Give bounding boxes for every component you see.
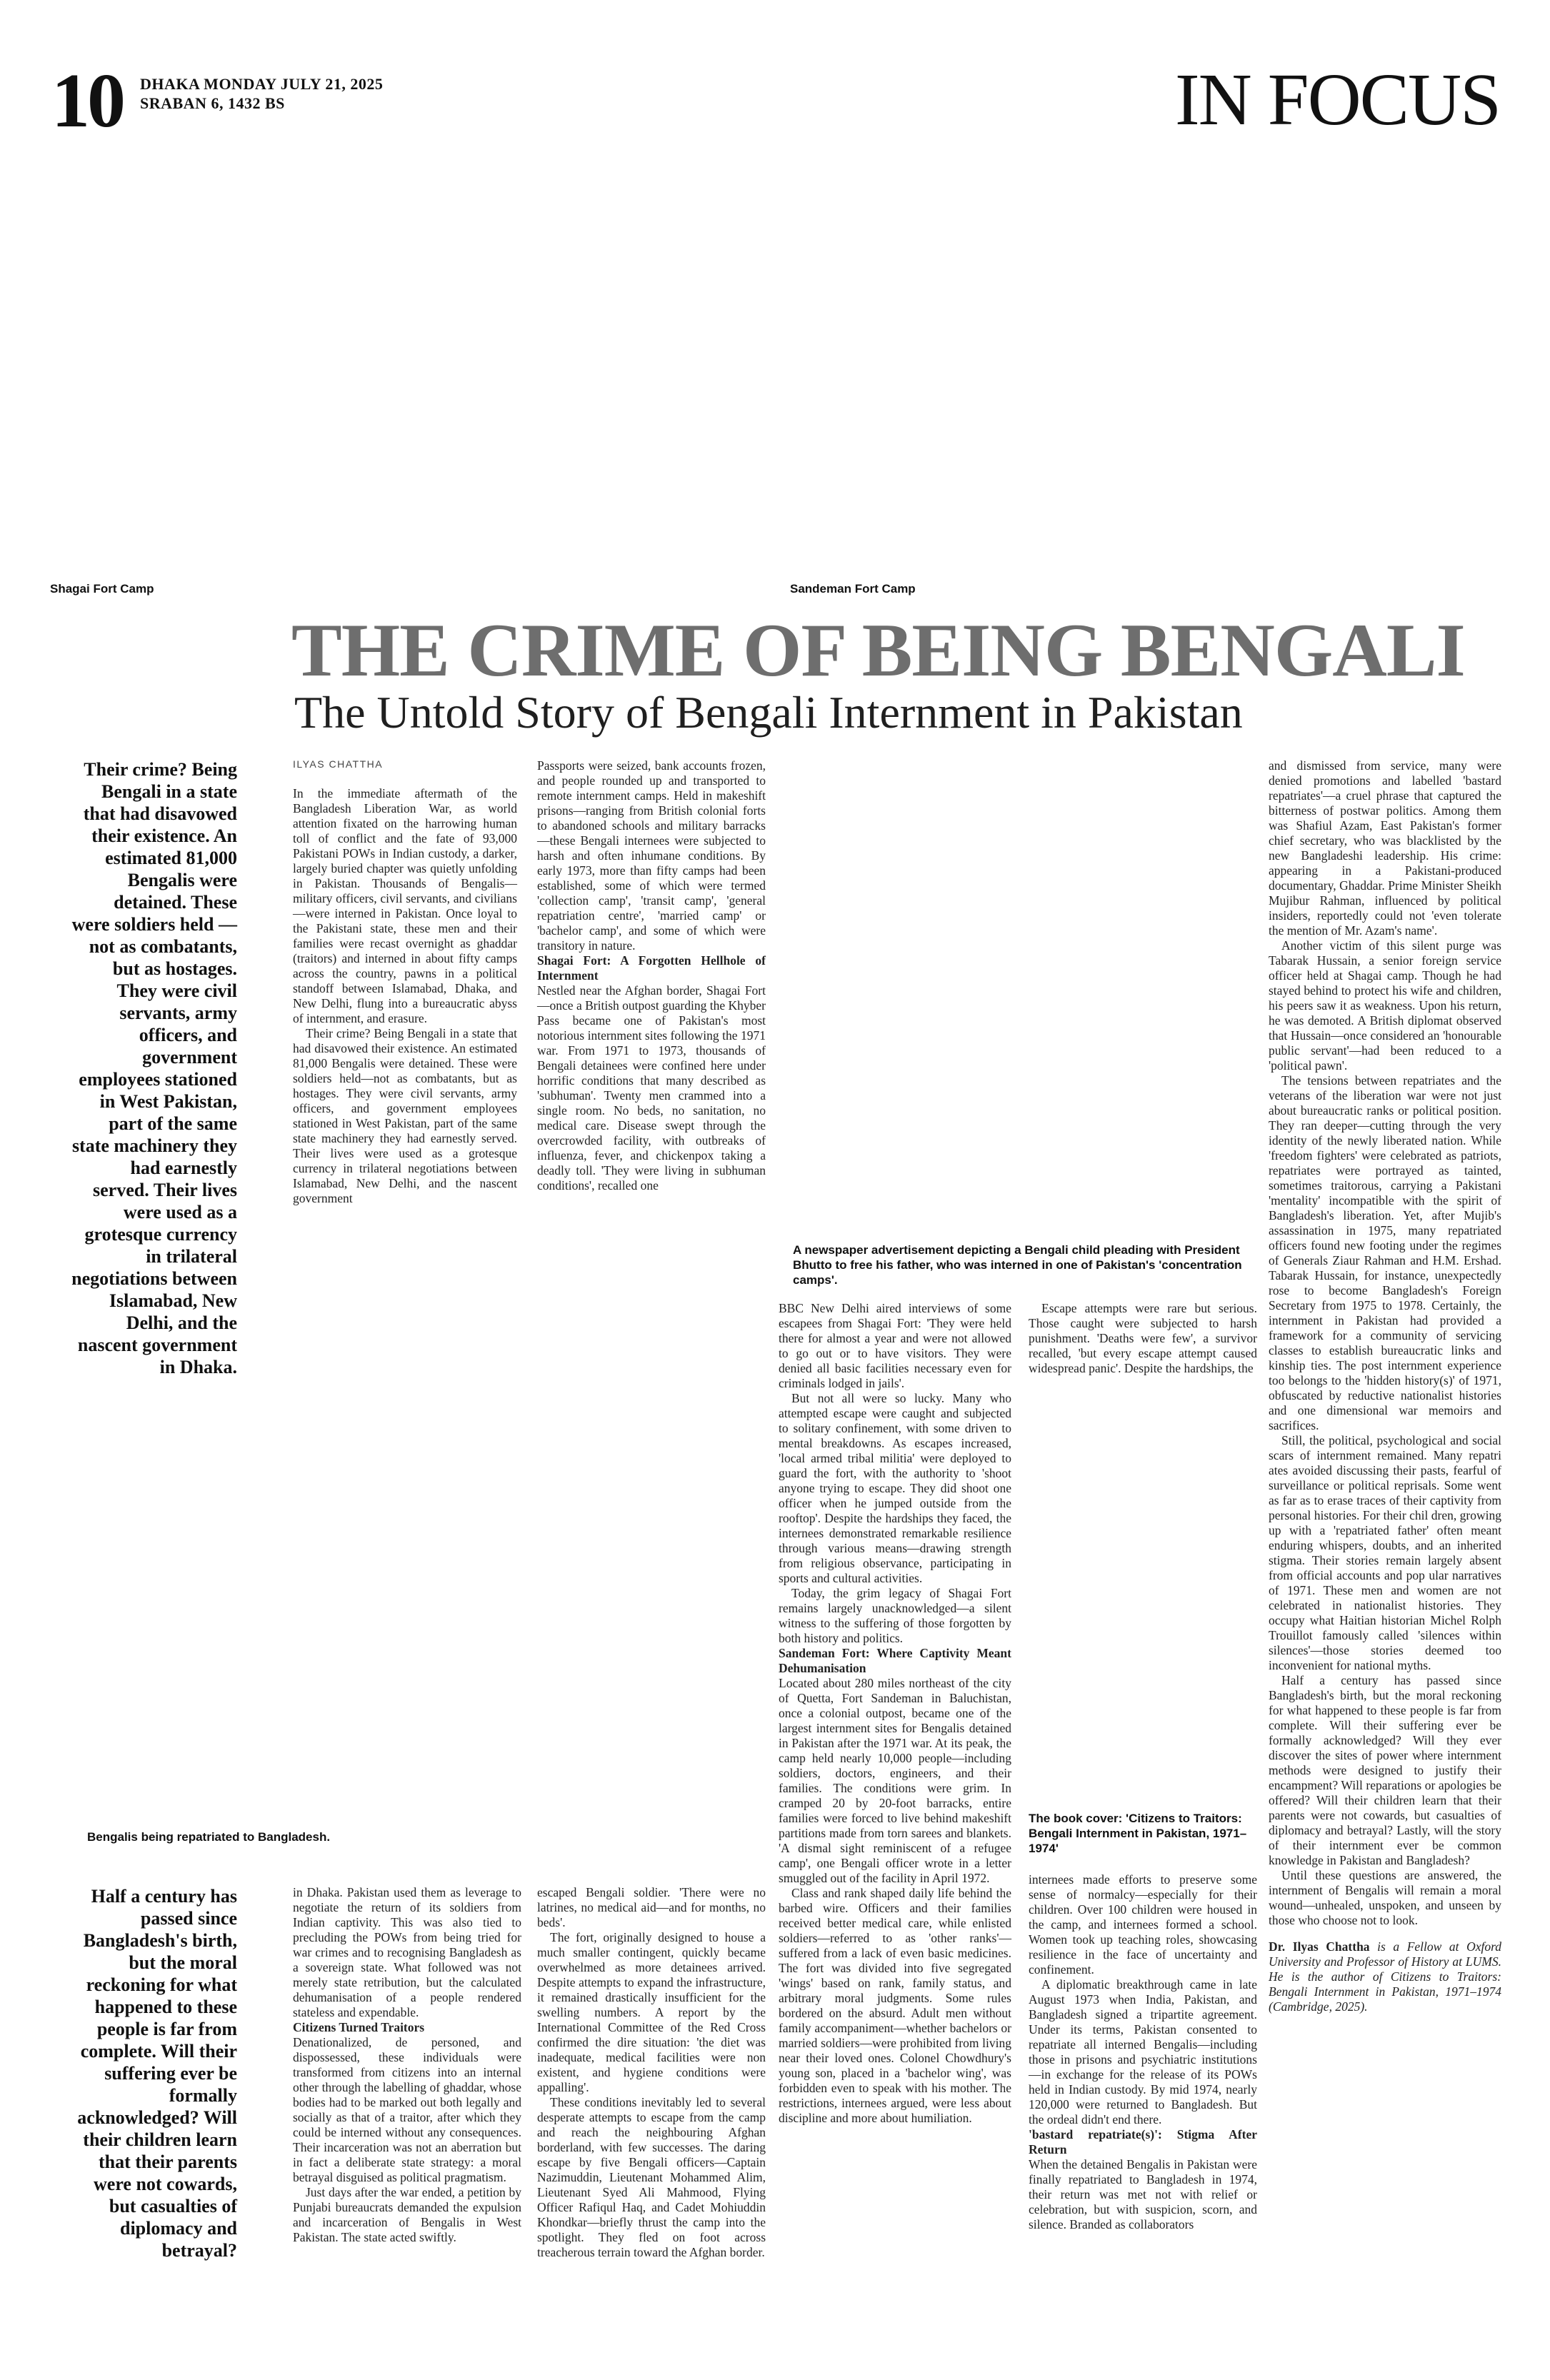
author-bio — [1269, 1939, 1501, 2014]
paragraph: Their crime? Being Bengali in a state that had disavowed their existence. An estimated 81,000 Bengalis were detained. These were soldiers held—not as combatants, but as hostages. They were civil servants, army officers, and government employees stationed in West Pakistan, part of the same state machinery they had earnestly served. Their lives were used as a grotesque currency in trilateral negotiations between Islamabad, New Delhi, and the nascent government — [293, 1026, 517, 1205]
article-column-1 — [293, 757, 517, 1206]
caption-repatriated: Bengalis being repatriated to Bangladesh. — [87, 1830, 331, 1844]
article-column-3 — [779, 1301, 1011, 2126]
caption-shagai: Shagai Fort Camp — [50, 582, 154, 596]
paragraph: Nestled near the Afghan border, Shagai Fort—once a British outpost guarding the Khyber Pass became one of Pakistan's most notorious internment sites following the 1971 war. From 1971 to 1973, thousands of Bengali detainees were confined here under horrific conditions that many described as 'subhuman'. Twenty men crammed into a single room. No beds, no sanitation, no medical care. Disease swept through the overcrowded facility, with outbreaks of influenza, fever, and chickenpox taking a deadly toll. 'They were living in subhuman conditions', recalled one — [537, 983, 766, 1192]
section-title: IN FOCUS — [1175, 59, 1500, 141]
paragraph: The fort, originally designed to house a much smaller contingent, quickly became overwhelmed as more detainees arrived. Despite attempts to expand the infrastructure, it remained drastically insufficient for the swelling numbers. A report by the International Committee of the Red Cross confirmed the dire situation: 'the diet was inadequate, medical facilities were non existent, and hygiene conditions were appalling'. — [537, 1930, 766, 2094]
article-column-6 — [293, 1885, 521, 2245]
dateline — [140, 74, 383, 113]
paragraph: Still, the political, psychological and social scars of internment remained. Many repatri ates avoided discussing their pasts, fearful of surveillance or political reprisals. Some went as far as to erase traces of their captivity from personal histories. For their chil dren, growing up with a 'repatriated father' often meant enduring whispers, doubts, and an inherited stigma. Their stories remain largely absent from official accounts and pop ular narratives of 1971. These men and women are not celebrated in nationalist histories. They occupy what Haitian historian Michel Rolph Trouillot famously called 'silences within silences'—those stories deemed too inconvenient for national myths. — [1269, 1433, 1501, 1672]
paragraph: Class and rank shaped daily life behind the barbed wire. Officers and their families received better medical care, while enlisted soldiers—referred to as 'other ranks'—suffered from a lack of even basic medicines. The fort was divided into five segregated 'wings' based on rank, family status, and arbitrary moral judgments. Some rules bordered on the absurd. Adult men without family accompaniment—whether bachelors or married soldiers—were prohibited from living near their loved ones. Colonel Chowdhury's young son, placed in a 'bachelor wing', was forbidden even to speak with his mother. The restrictions, internees argued, were less about discipline and more about humiliation. — [779, 1886, 1011, 2125]
article-column-2 — [537, 758, 766, 1193]
caption-book-cover: The book cover: 'Citizens to Traitors: Bengali Internment in Pakistan, 1971–1974' — [1029, 1812, 1247, 1855]
paragraph: escaped Bengali soldier. 'There were no latrines, no medical aid—and for months, no beds'. — [537, 1885, 766, 1929]
bengali-date: SRABAN 6, 1432 BS — [140, 94, 285, 112]
headline: THE CRIME OF BEING BENGALI — [291, 608, 1465, 692]
subheadline: The Untold Story of Bengali Internment in Pakistan — [294, 687, 1243, 738]
paragraph: Half a century has passed since Bangladesh's birth, but the moral reckoning for what happened to these people is far from complete. Will their suffering ever be formally acknowledged? Will they ever discover the sites of power where internment methods were designed to justify their encampment? Will reparations or apologies be offered? Will their children learn that their parents were not cowards, but casualties of diplomacy and betrayal? Lastly, will the story of their internment ever be common knowledge in Pakistan and Bangladesh? — [1269, 1673, 1501, 1867]
article-column-4-top — [1029, 1301, 1257, 1376]
paragraph: In the immediate aftermath of the Bangladesh Liberation War, as world attention fixated on the harrowing human toll of conflict and the fate of 93,000 Pakistani POWs in Indian custody, a darker, largely buried chapter was quietly unfolding in Pakistan. Thousands of Bengalis—military officers, civil servants, and civilians—were interned in Pakistan. Once loyal to the Pakistani state, these men and their families were recast overnight as ghaddar (traitors) and interned in about fifty camps across the country, pawns in a political standoff between Islamabad, Dhaka, and New Delhi, flung into a bureaucratic abyss of internment, and erasure. — [293, 786, 517, 1025]
article-column-5 — [1269, 758, 1501, 2014]
paragraph: Denationalized, de personed, and dispossessed, these individuals were transformed from citizens into an internal other through the labelling of ghaddar, whose bodies had to be marked out both legally and socially as that of a traitor, after which they could be interned without any consequences. Their incarceration was not an aberration but in fact a deliberate state strategy: a moral betrayal disguised as political pragmatism. — [293, 2035, 521, 2184]
pull-quote-top: Their crime? Being Bengali in a state that had disavowed their existence. An estimated 81,000 Bengalis were detained. These were soldiers held — not as combatants, but as hostages. They were civil servants, army officers, and government employees stationed in West Pakistan, part of the same state machinery they had earnestly served. Their lives were used as a grotesque currency in trilateral negotiations between Islamabad, New Delhi, and the nascent government in Dhaka. — [71, 759, 237, 1377]
paragraph: Another victim of this silent purge was Tabarak Hussain, a senior foreign service officer held at Shagai camp. Though he had stayed behind to protect his wife and children, his peers saw it as weakness. Upon his return, he was demoted. A British diplomat observed that Hussain—once considered an 'honourable public servant'—had been reduced to a 'political pawn'. — [1269, 938, 1501, 1073]
paragraph: Until these questions are answered, the internment of Bengalis will remain a moral wound—unhealed, unspoken, and unseen by those who choose not to look. — [1269, 1868, 1501, 1927]
subsection-heading: Citizens Turned Traitors — [293, 2020, 425, 2034]
caption-advertisement: A newspaper advertisement depicting a Bengali child pleading with President Bhutto to free his father, who was interned in one of Pakistan's 'concentration camps'. — [793, 1243, 1242, 1287]
paragraph: The tensions between repatriates and the veterans of the liberation war were not just about bureaucratic ranks or political position. They ran deeper—cutting through the very identity of the newly liberated nation. While 'freedom fighters' were celebrated as patriots, repatriates were portrayed as tainted, sometimes traitorous, carrying a Pakistani 'mentality' incompatible with the spirit of Bangladesh's liberation. Yet, after Mujib's assassination in 1975, many repatriated officers found new footing under the regimes of Generals Ziaur Rahman and H.M. Ershad. Tabarak Hussain, for instance, unexpectedly rose to become Bangladesh's Foreign Secretary from 1975 to 1978. Certainly, the internment in Pakistan had provided a framework for a community of servicing classes to establish bureaucratic links and kinship ties. The post internment experience too belongs to the 'hidden history(s)' of 1971, obfuscated by reductive nationalist histories and one dimensional war memoirs and sacrifices. — [1269, 1073, 1501, 1432]
article-column-7 — [537, 1885, 766, 2260]
paragraph: in Dhaka. Pakistan used them as leverage to negotiate the return of its soldiers from Indian captivity. This was also tied to precluding the POWs from being tried for war crimes and to recognising Bangladesh as a sovereign state. What followed was not merely state retribution, but the calculated dehumanisation of a people rendered stateless and expendable. — [293, 1885, 521, 2019]
author-bio-text: is a Fellow at Oxford University and Professor of History at LUMS. He is the author of Citizens to Traitors: Bengali Internment in Pakistan, 1971–1974 (Cambridge, 2025). — [1269, 1939, 1501, 2014]
page-number: 10 — [51, 59, 123, 144]
paragraph: When the detained Bengalis in Pakistan were finally repatriated to Bangladesh in 1974, their return was met not with relief or celebration, but with suspicion, scorn, and silence. Branded as collaborators — [1029, 2157, 1257, 2231]
paragraph: Escape attempts were rare but serious. Those caught were subjected to harsh punishment. 'Deaths were few', a survivor recalled, 'but every escape attempt caused widespread panic'. Despite the hardships, the — [1029, 1301, 1257, 1375]
date-line: DHAKA MONDAY JULY 21, 2025 — [140, 75, 384, 93]
paragraph: and dismissed from service, many were denied promotions and labelled 'bastard repatriates'—a cruel phrase that captured the bitterness of postwar politics. Among them was Shafiul Azam, East Pakistan's former chief secretary, who was blacklisted by the new Bangladeshi leadership. His crime: appearing in a Pakistani-produced documentary, Ghaddar. Prime Minister Sheikh Mujibur Rahman, influenced by political insiders, reportedly could not 'even tolerate the mention of Mr. Azam's name'. — [1269, 758, 1501, 938]
paragraph: These conditions inevitably led to several desperate attempts to escape from the camp and reach the neighbouring Afghan borderland, with few successes. The daring escape by five Bengali officers—Captain Nazimuddin, Lieutenant Mohammed Alim, Lieutenant Syed Ali Mahmood, Flying Officer Rafiqul Haq, and Cadet Mohiuddin Khondkar—briefly thrust the camp into the spotlight. They fled on foot across treacherous terrain toward the Afghan border. — [537, 2095, 766, 2259]
subsection-heading: Shagai Fort: A Forgotten Hellhole of Internment — [537, 953, 766, 983]
byline: ILYAS CHATTHA — [293, 758, 384, 770]
paragraph: Passports were seized, bank accounts frozen, and people rounded up and transported to remote internment camps. Held in makeshift prisons—ranging from British colonial forts to abandoned schools and military barracks—these Bengali internees were subjected to harsh and often inhumane conditions. By early 1973, more than fifty camps had been established, some of which were termed 'collection camp', 'transit camp', 'general repatriation centre', 'married camp' or 'bachelor camp', and some of which were transitory in nature. — [537, 758, 766, 953]
paragraph: A diplomatic breakthrough came in late August 1973 when India, Pakistan, and Bangladesh signed a tripartite agreement. Under its terms, Pakistan consented to repatriate all interned Bengalis—including those in prisons and psychiatric institutions—in exchange for the release of its POWs held in Indian custody. By mid 1974, nearly 120,000 were returned to Bangladesh. But the ordeal didn't end there. — [1029, 1977, 1257, 2127]
article-column-4-bottom — [1029, 1872, 1257, 2232]
paragraph: BBC New Delhi aired interviews of some escapees from Shagai Fort: 'They were held there for almost a year and were not allowed to go out or to have visitors. They were denied all basic facilities necessary even for criminals lodged in jails'. — [779, 1301, 1011, 1390]
paragraph: internees made efforts to preserve some sense of normalcy—especially for their children. Over 100 children were housed in the camp, and internees formed a school. Women took up teaching roles, showcasing resilience in the face of uncertainty and confinement. — [1029, 1872, 1257, 1977]
paragraph: Just days after the war ended, a petition by Punjabi bureaucrats demanded the expulsion and incarceration of Bengalis in West Pakistan. The state acted swiftly. — [293, 2185, 521, 2244]
pull-quote-bottom: Half a century has passed since Bangladesh's birth, but the moral reckoning for what happened to these people is far from complete. Will their suffering ever be formally acknowledged? Will their children learn that their parents were not cowards, but casualties of diplomacy and betrayal? — [77, 1886, 237, 2261]
subsection-heading: Sandeman Fort: Where Captivity Meant Dehumanisation — [779, 1646, 1011, 1675]
caption-sandeman: Sandeman Fort Camp — [790, 582, 916, 596]
paragraph: Today, the grim legacy of Shagai Fort remains largely unacknowledged—a silent witness to the suffering of those forgotten by both history and politics. — [779, 1586, 1011, 1645]
author-name: Dr. Ilyas Chattha — [1269, 1939, 1370, 1954]
subsection-heading: 'bastard repatriate(s)': Stigma After Return — [1029, 2127, 1257, 2156]
paragraph: Located about 280 miles northeast of the city of Quetta, Fort Sandeman in Baluchistan, once a colonial outpost, became one of the largest internment sites for Bengalis detained in Pakistan after the 1971 war. At its peak, the camp held nearly 10,000 people—including soldiers, doctors, engineers, and their families. The conditions were grim. In cramped 20 by 20-foot barracks, entire families were forced to live behind makeshift partitions made from torn sarees and blankets. 'A dismal sight reminiscent of a refugee camp', one Bengali officer wrote in a letter smuggled out of the facility in April 1972. — [779, 1676, 1011, 1885]
paragraph: But not all were so lucky. Many who attempted escape were caught and subjected to solitary confinement, with some driven to mental breakdowns. As escapes increased, 'local armed tribal militia' were deployed to guard the fort, with the authority to 'shoot anyone trying to escape. They did shoot one officer when he jumped outside from the rooftop'. Despite the hardships they faced, the internees demonstrated remarkable resilience through various means—drawing strength from religious observance, participating in sports and cultural activities. — [779, 1391, 1011, 1585]
